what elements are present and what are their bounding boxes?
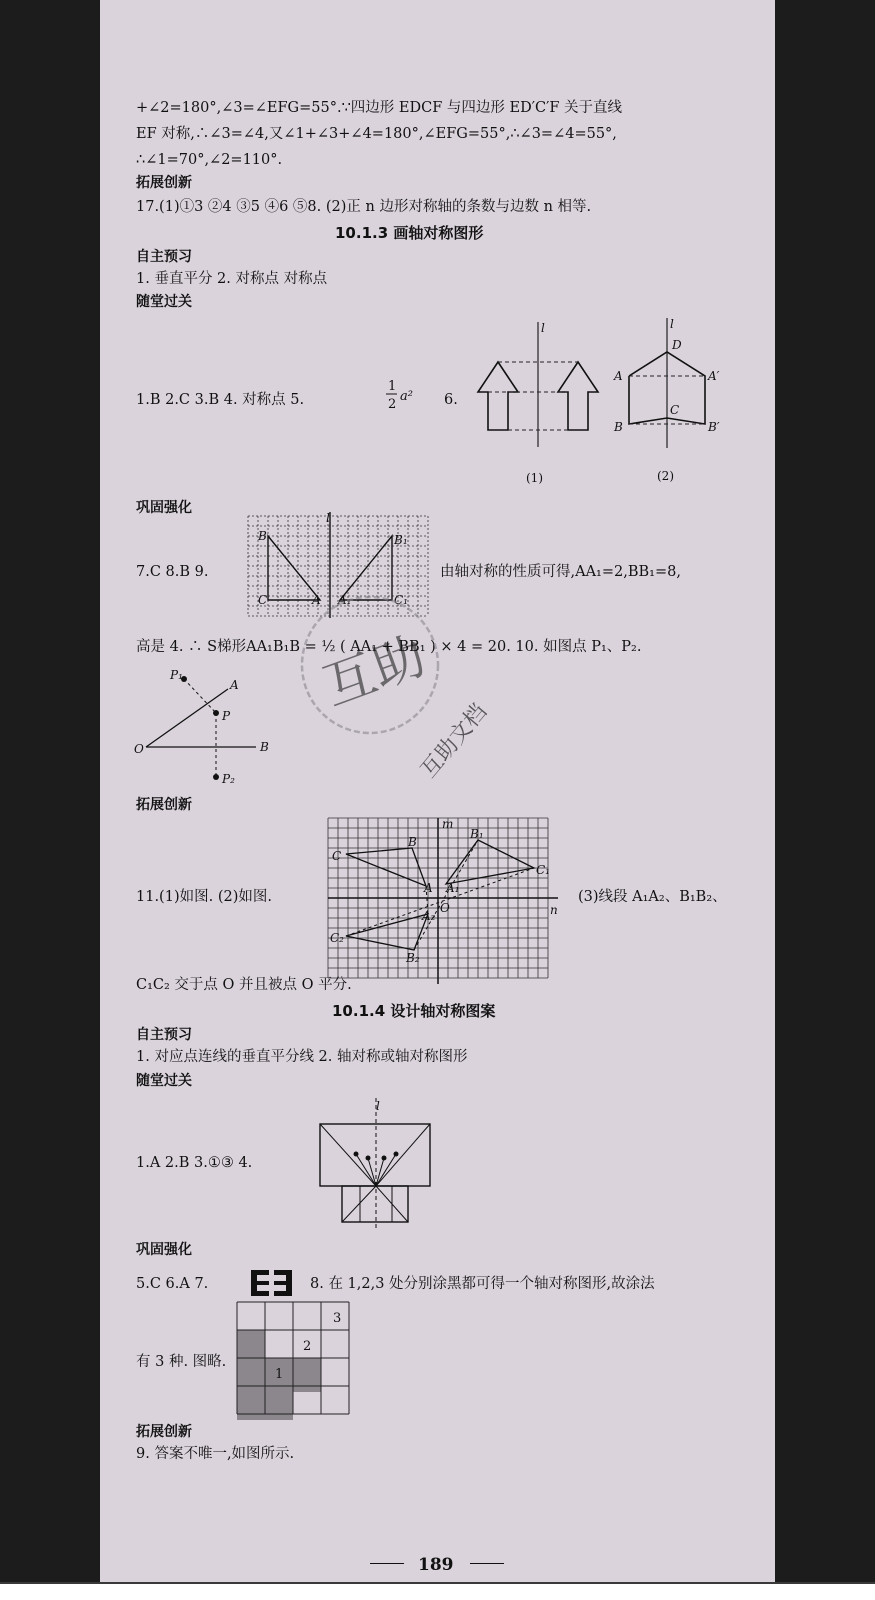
text-line: ∴∠1=70°,∠2=110°. bbox=[136, 152, 283, 168]
cell-label: 2 bbox=[303, 1339, 312, 1354]
point-label: C₁ bbox=[394, 593, 408, 607]
cell-label: 3 bbox=[333, 1311, 342, 1326]
point-label: C₁ bbox=[536, 863, 550, 877]
point-label: P₂ bbox=[222, 772, 235, 786]
point-label: A bbox=[312, 593, 321, 607]
text-line: 8. 在 1,2,3 处分别涂黑都可得一个轴对称图形,故涂法 bbox=[310, 1276, 655, 1292]
axis-label-l: l bbox=[541, 321, 545, 335]
text-line: +∠2=180°,∠3=∠EFG=55°.∵四边形 EDCF 与四边形 ED′C′F 关于直线 bbox=[136, 100, 623, 116]
section-label: 随堂过关 bbox=[136, 294, 192, 310]
symbol-figure-7 bbox=[250, 1268, 294, 1298]
axis-label-l: l bbox=[326, 511, 330, 525]
caption: (1) bbox=[526, 471, 543, 485]
fraction-half-a-squared bbox=[384, 376, 424, 416]
text-line: 高是 4. ∴ S梯形AA₁B₁B = ½ ( AA₁ + BB₁ ) × 4 = 20. 10. 如图点 P₁、P₂. bbox=[136, 639, 642, 655]
point-label: B₁ bbox=[394, 533, 408, 547]
text-line: 7.C 8.B 9. bbox=[136, 564, 209, 580]
point-label: A₁ bbox=[446, 881, 460, 895]
page-number: 189 bbox=[418, 1555, 454, 1575]
point-label: B bbox=[614, 420, 623, 434]
point-label: C bbox=[258, 593, 268, 607]
point-label: C₂ bbox=[330, 931, 344, 945]
section-label: 自主预习 bbox=[136, 249, 192, 265]
axis-label-m: m bbox=[442, 817, 454, 831]
section-heading: 10.1.4 设计轴对称图案 bbox=[332, 1002, 496, 1020]
text-line: 1.B 2.C 3.B 4. 对称点 5. bbox=[136, 392, 305, 408]
section-label: 自主预习 bbox=[136, 1027, 192, 1043]
point-label: B bbox=[258, 529, 267, 543]
fraction-denominator: 2 bbox=[388, 397, 397, 412]
section-label: 随堂过关 bbox=[136, 1073, 192, 1089]
bottom-bar bbox=[0, 1582, 875, 1600]
text-line: 17.(1)①3 ②4 ③5 ④6 ⑤8. (2)正 n 边形对称轴的条数与边数 n 相等. bbox=[136, 199, 592, 215]
point-label: B bbox=[408, 835, 417, 849]
text-line: 由轴对称的性质可得,AA₁=2,BB₁=8, bbox=[440, 564, 681, 580]
figure-4-pattern bbox=[320, 1098, 440, 1230]
point-label: B₁ bbox=[470, 827, 484, 841]
point-label: B₂ bbox=[406, 951, 420, 965]
figure-8-grid bbox=[237, 1302, 357, 1422]
axis-label-l: l bbox=[376, 1099, 380, 1113]
point-label: B bbox=[260, 740, 269, 754]
point-label: A bbox=[424, 881, 433, 895]
section-label: 巩固强化 bbox=[136, 1242, 192, 1258]
figure-11-grid bbox=[328, 818, 568, 986]
cell-label: 1 bbox=[275, 1367, 284, 1382]
text-line: (3)线段 A₁A₂、B₁B₂、 bbox=[578, 889, 727, 905]
caption: (2) bbox=[657, 469, 674, 483]
point-label: A bbox=[230, 678, 239, 692]
text-line: 11.(1)如图. (2)如图. bbox=[136, 889, 272, 905]
section-label: 拓展创新 bbox=[136, 797, 192, 813]
fraction-numerator: 1 bbox=[388, 379, 397, 394]
text-line: 1.A 2.B 3.①③ 4. bbox=[136, 1155, 253, 1171]
dash-left bbox=[370, 1563, 404, 1564]
figure-10 bbox=[132, 665, 282, 795]
watermark-stamp bbox=[290, 585, 520, 784]
point-label: P bbox=[222, 709, 231, 723]
axis-label-n: n bbox=[550, 903, 558, 917]
point-label: B′ bbox=[708, 420, 720, 434]
text-line: EF 对称,∴∠3=∠4,又∠1+∠3+∠4=180°,∠EFG=55°,∴∠3=∠4=55°, bbox=[136, 126, 617, 142]
text-line: C₁C₂ 交于点 O 并且被点 O 平分. bbox=[136, 977, 352, 993]
stamp-text: 互助文档 bbox=[416, 699, 493, 784]
point-label: C bbox=[332, 849, 342, 863]
text-line: 1. 垂直平分 2. 对称点 对称点 bbox=[136, 271, 328, 287]
point-label: P₁ bbox=[170, 668, 183, 682]
dash-right bbox=[470, 1563, 504, 1564]
axis-label-l: l bbox=[670, 317, 674, 331]
point-label: C bbox=[670, 403, 680, 417]
section-heading: 10.1.3 画轴对称图形 bbox=[335, 224, 484, 242]
text-line: 5.C 6.A 7. bbox=[136, 1276, 209, 1292]
point-label: O bbox=[134, 742, 144, 756]
section-label: 拓展创新 bbox=[136, 175, 192, 191]
figure-6-1 bbox=[468, 322, 608, 492]
text-line: 1. 对应点连线的垂直平分线 2. 轴对称或轴对称图形 bbox=[136, 1049, 468, 1065]
point-label: A bbox=[614, 369, 623, 383]
text-line: 9. 答案不唯一,如图所示. bbox=[136, 1446, 295, 1462]
stamp-text: 互助 bbox=[315, 625, 434, 718]
point-label: O bbox=[440, 901, 450, 915]
point-label: A₁ bbox=[338, 593, 352, 607]
section-label: 拓展创新 bbox=[136, 1424, 192, 1440]
text-line: 有 3 种. 图略. bbox=[136, 1354, 227, 1370]
expression: a² bbox=[400, 389, 413, 404]
point-label: D bbox=[672, 338, 682, 352]
section-label: 巩固强化 bbox=[136, 500, 192, 516]
figure-6-2 bbox=[612, 318, 722, 493]
point-label: A₂ bbox=[422, 909, 436, 923]
point-label: A′ bbox=[708, 369, 720, 383]
text-line: 6. bbox=[444, 392, 458, 408]
